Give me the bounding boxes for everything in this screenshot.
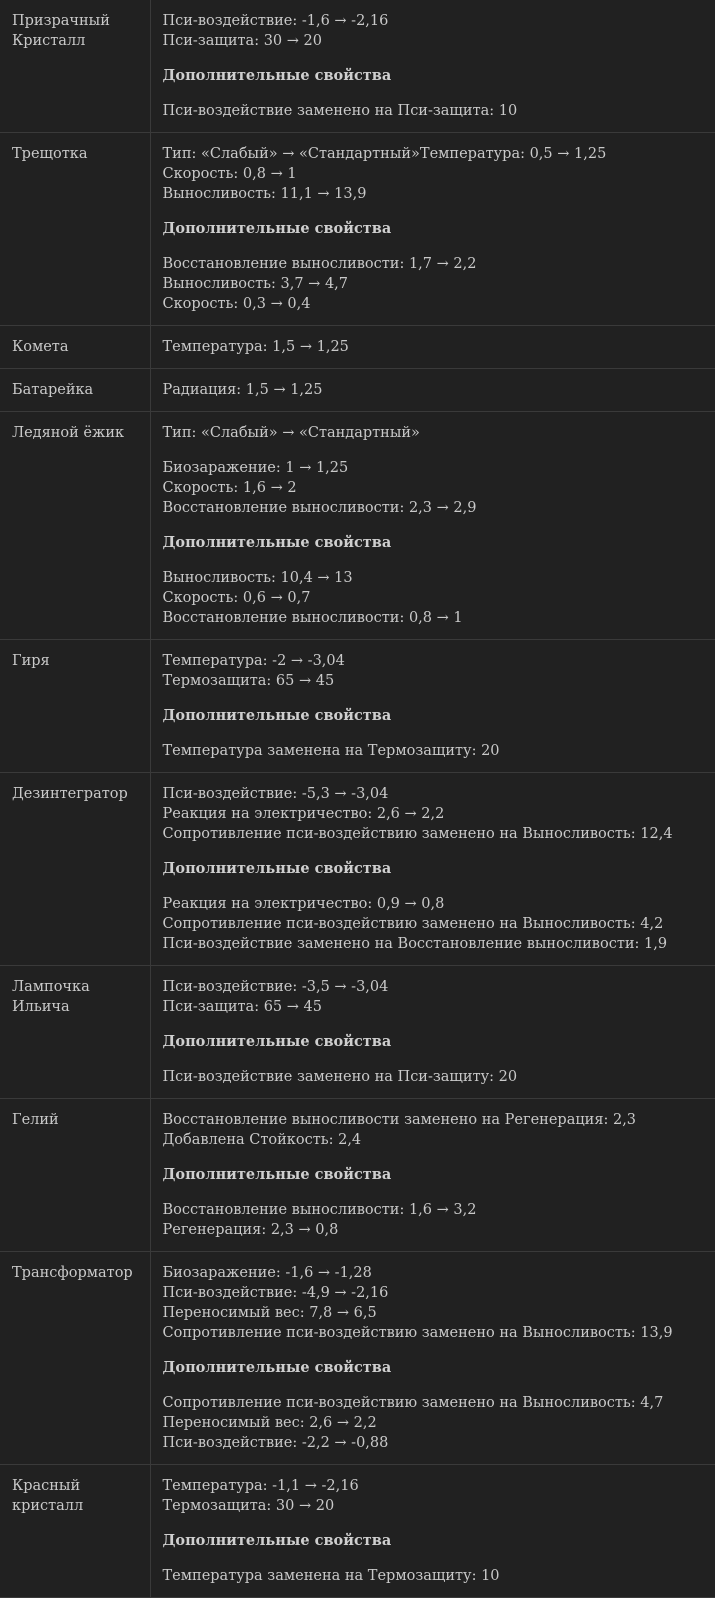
paragraph-gap [163,518,715,533]
artifact-name: Лампочка Ильича [12,977,112,1017]
artifact-name-cell [0,966,150,1099]
paragraph-gap [163,1516,715,1531]
artifact-changes-cell [150,369,715,412]
extra-properties-heading: Дополнительные свойства [163,706,715,726]
artifact-changes-cell [150,133,715,326]
paragraph-gap [163,443,715,458]
artifact-name: Ледяной ёжик [12,423,144,443]
stat-change-line: Сопротивление пси-воздействию заменено на Выносливость: 13,9 [163,1323,715,1343]
paragraph-gap [163,844,715,859]
extra-property-line: Скорость: 0,6 → 0,7 [163,588,715,608]
extra-property-line: Сопротивление пси-воздействию заменено на Выносливость: 4,7 [163,1393,715,1413]
table-row [0,1252,715,1465]
artifact-name: Трещотка [12,144,144,164]
artifact-name: Гиря [12,651,144,671]
paragraph-gap [163,1150,715,1165]
paragraph-gap [163,1052,715,1067]
stat-change-line: Восстановление выносливости заменено на Регенерация: 2,3 [163,1110,715,1130]
extra-properties-heading: Дополнительные свойства [163,533,715,553]
artifact-name: Батарейка [12,380,144,400]
extra-property-line: Сопротивление пси-воздействию заменено на Выносливость: 4,2 [163,914,715,934]
artifact-name-cell [0,412,150,640]
extra-properties-heading: Дополнительные свойства [163,1165,715,1185]
extra-property-line: Восстановление выносливости: 1,7 → 2,2 [163,254,715,274]
artifact-name-cell [0,369,150,412]
artifact-name-cell [0,0,150,133]
paragraph-gap [163,691,715,706]
artifact-name-cell [0,773,150,966]
stat-change-line: Радиация: 1,5 → 1,25 [163,380,715,400]
stat-change-line: Биозаражение: -1,6 → -1,28 [163,1263,715,1283]
stat-change-line: Скорость: 0,8 → 1 [163,164,715,184]
extra-property-line: Пси-воздействие заменено на Пси-защиту: 20 [163,1067,715,1087]
extra-property-line: Восстановление выносливости: 0,8 → 1 [163,608,715,628]
stat-change-line: Переносимый вес: 7,8 → 6,5 [163,1303,715,1323]
extra-properties-heading: Дополнительные свойства [163,1032,715,1052]
artifact-name-cell [0,640,150,773]
artifact-name: Гелий [12,1110,144,1130]
table-row [0,1465,715,1598]
table-row [0,640,715,773]
stat-change-line: Температура: -2 → -3,04 [163,651,715,671]
extra-property-line: Температура заменена на Термозащиту: 20 [163,741,715,761]
artifact-changes-cell [150,773,715,966]
artifact-changes-cell [150,640,715,773]
extra-property-line: Пси-воздействие: -2,2 → -0,88 [163,1433,715,1453]
table-row [0,133,715,326]
extra-property-line: Выносливость: 3,7 → 4,7 [163,274,715,294]
extra-properties-heading: Дополнительные свойства [163,859,715,879]
extra-property-line: Выносливость: 10,4 → 13 [163,568,715,588]
extra-property-line: Пси-воздействие заменено на Восстановление выносливости: 1,9 [163,934,715,954]
extra-properties-heading: Дополнительные свойства [163,1358,715,1378]
extra-property-line: Восстановление выносливости: 1,6 → 3,2 [163,1200,715,1220]
artifact-name: Дезинтегратор [12,784,144,804]
table-row [0,369,715,412]
table-row [0,326,715,369]
paragraph-gap [163,1551,715,1566]
paragraph-gap [163,51,715,66]
extra-property-line: Пси-воздействие заменено на Пси-защита: 10 [163,101,715,121]
stat-change-line: Пси-защита: 30 → 20 [163,31,715,51]
stat-change-line: Тип: «Слабый» → «Стандартный» [163,423,715,443]
table-row [0,1099,715,1252]
stat-change-line: Пси-защита: 65 → 45 [163,997,715,1017]
paragraph-gap [163,1378,715,1393]
stat-change-line: Реакция на электричество: 2,6 → 2,2 [163,804,715,824]
stat-change-line: Пси-воздействие: -5,3 → -3,04 [163,784,715,804]
artifact-changes-cell [150,326,715,369]
artifact-changes-cell [150,1252,715,1465]
artifact-name-cell [0,1252,150,1465]
artifact-changes-cell [150,0,715,133]
paragraph-gap [163,879,715,894]
stat-change-line: Пси-воздействие: -1,6 → -2,16 [163,11,715,31]
artifact-name-cell [0,1465,150,1598]
stat-change-line: Термозащита: 30 → 20 [163,1496,715,1516]
extra-properties-heading: Дополнительные свойства [163,66,715,86]
paragraph-gap [163,553,715,568]
stat-change-line: Температура: 1,5 → 1,25 [163,337,715,357]
stat-change-line: Скорость: 1,6 → 2 [163,478,715,498]
extra-property-line: Температура заменена на Термозащиту: 10 [163,1566,715,1586]
artifact-name: Призрачный Кристалл [12,11,112,51]
paragraph-gap [163,1343,715,1358]
table-row [0,773,715,966]
stat-change-line: Температура: -1,1 → -2,16 [163,1476,715,1496]
stat-change-line: Тип: «Слабый» → «Стандартный»Температура: 0,5 → 1,25 [163,144,715,164]
stat-change-line: Пси-воздействие: -3,5 → -3,04 [163,977,715,997]
extra-property-line: Реакция на электричество: 0,9 → 0,8 [163,894,715,914]
artifact-name-cell [0,1099,150,1252]
stat-change-line: Добавлена Стойкость: 2,4 [163,1130,715,1150]
artifact-changes-cell [150,1099,715,1252]
extra-property-line: Регенерация: 2,3 → 0,8 [163,1220,715,1240]
extra-property-line: Скорость: 0,3 → 0,4 [163,294,715,314]
stat-change-line: Восстановление выносливости: 2,3 → 2,9 [163,498,715,518]
table-row [0,412,715,640]
extra-properties-heading: Дополнительные свойства [163,219,715,239]
stat-change-line: Сопротивление пси-воздействию заменено на Выносливость: 12,4 [163,824,715,844]
paragraph-gap [163,726,715,741]
paragraph-gap [163,86,715,101]
extra-property-line: Переносимый вес: 2,6 → 2,2 [163,1413,715,1433]
paragraph-gap [163,1017,715,1032]
stat-change-line: Выносливость: 11,1 → 13,9 [163,184,715,204]
artifact-changes-cell [150,412,715,640]
artifact-name: Красный кристалл [12,1476,112,1516]
stat-change-line: Пси-воздействие: -4,9 → -2,16 [163,1283,715,1303]
table-row [0,0,715,133]
extra-properties-heading: Дополнительные свойства [163,1531,715,1551]
artifact-name: Трансформатор [12,1263,144,1283]
paragraph-gap [163,1185,715,1200]
artifact-name-cell [0,133,150,326]
artifact-changes-cell [150,1465,715,1598]
paragraph-gap [163,239,715,254]
artifact-name: Комета [12,337,144,357]
stat-change-line: Биозаражение: 1 → 1,25 [163,458,715,478]
artifact-changes-cell [150,966,715,1099]
artifact-name-cell [0,326,150,369]
table-row [0,966,715,1099]
stat-change-line: Термозащита: 65 → 45 [163,671,715,691]
paragraph-gap [163,204,715,219]
